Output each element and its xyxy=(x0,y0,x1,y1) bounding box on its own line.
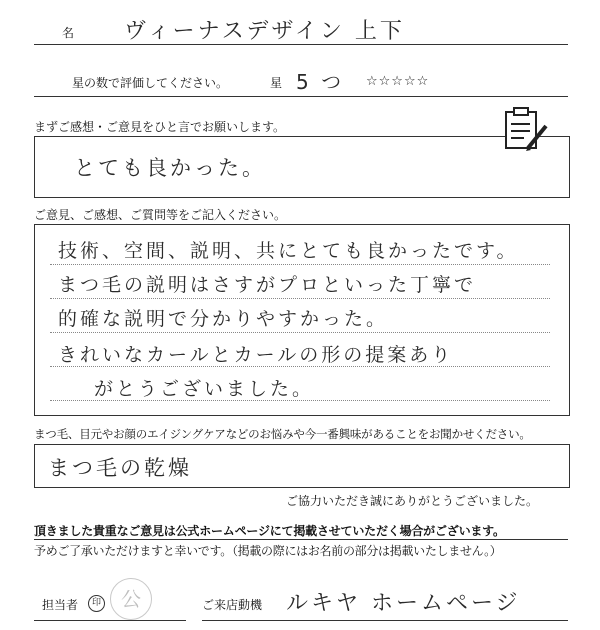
rating-star-label: 星 xyxy=(270,76,283,90)
rating-underline xyxy=(34,96,568,97)
opinions-line: がとうございました。 xyxy=(94,378,315,400)
name-value: ヴィーナスデザイン 上下 xyxy=(124,19,405,44)
visit-label: ご来店動機 xyxy=(202,598,263,612)
opinions-ruled-line xyxy=(50,332,550,333)
seal-mark: 印 xyxy=(88,595,105,612)
name-label: 名 xyxy=(62,26,75,40)
staff-label: 担当者 xyxy=(42,598,79,612)
opinions-line: 技術、空間、説明、共にとても良かったです。 xyxy=(58,240,519,262)
staff-underline xyxy=(34,620,186,621)
visit-underline xyxy=(202,620,568,621)
opinions-ruled-line xyxy=(50,264,550,265)
visit-value: ルキヤ ホームページ xyxy=(286,591,521,616)
impression-label: まずご感想・ご意見をひと言でお願いします。 xyxy=(34,120,286,134)
clipboard-pencil-icon xyxy=(498,104,550,156)
opinions-line: 的確な説明で分かりやすかった。 xyxy=(58,308,389,330)
notice-line-2: 予めご了承いただけますと幸いです。（掲載の際にはお名前の部分は掲載いたしません。） xyxy=(34,544,502,558)
notice-underline xyxy=(34,539,568,540)
staff-stamp: 公 xyxy=(110,578,152,620)
notice-line-1: 頂きました貴重なご意見は公式ホームページにて掲載させていただく場合がございます。 xyxy=(34,524,505,538)
opinions-line: まつ毛の説明はさすがプロといった丁寧で xyxy=(58,274,477,296)
name-underline xyxy=(34,44,568,45)
concerns-label: まつ毛、目元やお顔のエイジングケアなどのお悩みや今一番興味があることをお聞かせください。 xyxy=(34,427,531,441)
impression-answer: とても良かった。 xyxy=(74,156,266,180)
rating-value: 5 つ xyxy=(296,70,345,94)
opinions-ruled-line xyxy=(50,298,550,299)
opinions-label: ご意見、ご感想、ご質問等をご記入ください。 xyxy=(34,208,287,222)
concerns-answer: まつ毛の乾燥 xyxy=(48,456,192,480)
opinions-line: きれいなカールとカールの形の提案あり xyxy=(58,344,454,366)
thanks-text: ご協力いただき誠にありがとうございました。 xyxy=(286,494,539,508)
rating-label: 星の数で評価してください。 xyxy=(72,76,229,90)
rating-stars: ☆☆☆☆☆ xyxy=(366,74,430,89)
